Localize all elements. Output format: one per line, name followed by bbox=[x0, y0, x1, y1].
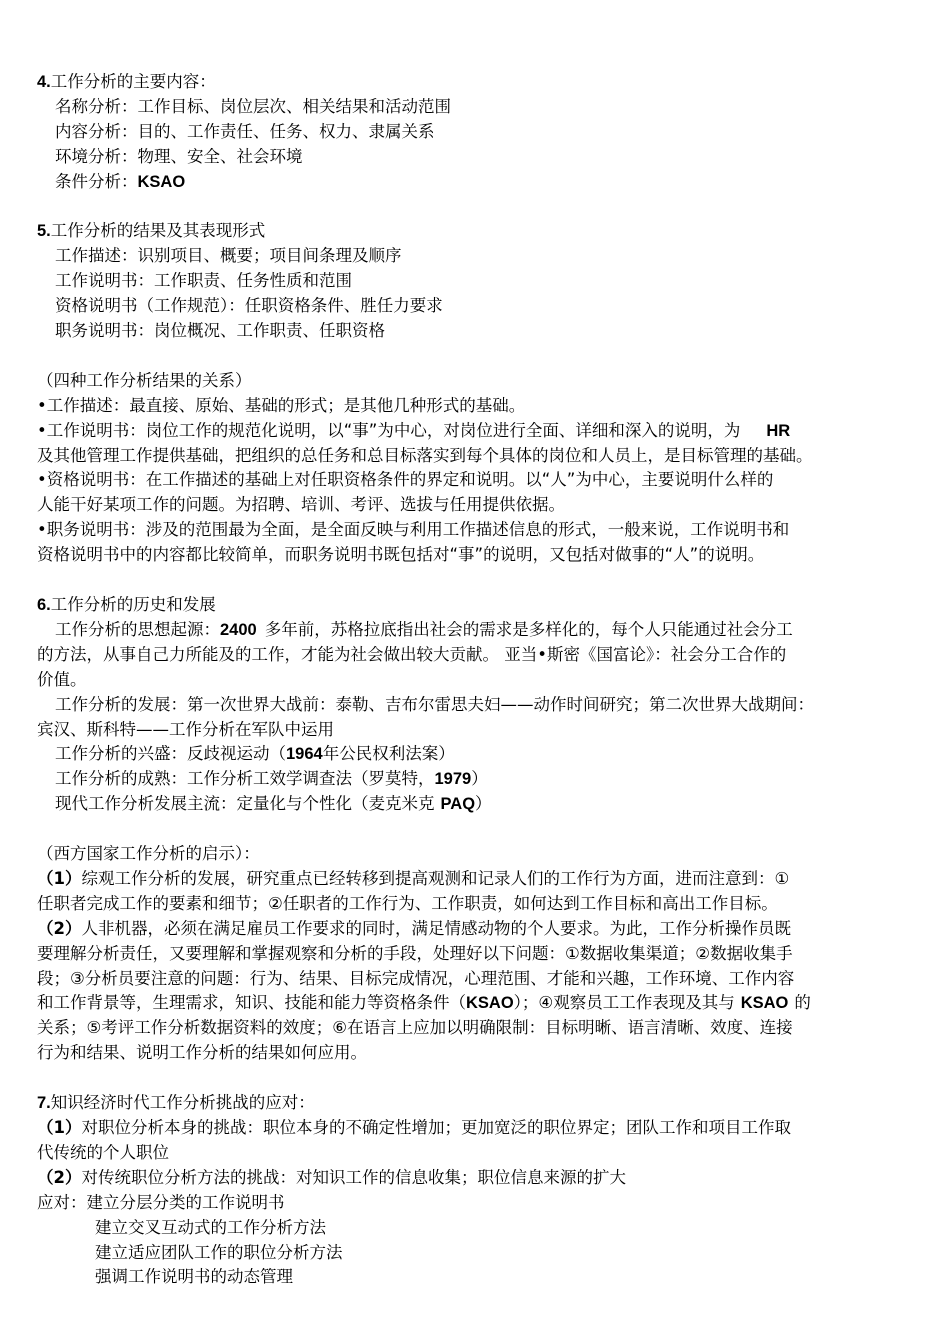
item-label: 条件分析： bbox=[55, 171, 138, 191]
hr-term: HR bbox=[766, 421, 791, 440]
item-continuation: 任职者完成工作的要素和细节；②任职者的工作行为、工作职责，如何达到工作目标和高出工作目标。 bbox=[37, 893, 778, 913]
item-text: 对职位分析本身的挑战：职位本身的不确定性增加；更加宽泛的职位界定；团队工作和项目工作取 bbox=[81, 1117, 791, 1137]
numbered-item bbox=[37, 1116, 917, 1141]
numbered-item bbox=[37, 1166, 917, 1191]
section-number: 4. bbox=[37, 73, 51, 91]
spacer bbox=[37, 1066, 917, 1091]
item-number: （1） bbox=[37, 1117, 82, 1137]
response-item: 建立适应团队工作的职位分析方法 bbox=[95, 1242, 343, 1262]
list-item: 内容分析：目的、工作责任、任务、权力、隶属关系 bbox=[55, 121, 435, 141]
item-continuation bbox=[37, 991, 917, 1016]
ksao-term: KSAO bbox=[466, 994, 514, 1013]
spacer bbox=[37, 344, 917, 369]
section-title: 知识经济时代工作分析挑战的应对： bbox=[50, 1093, 315, 1113]
section-4-heading bbox=[37, 70, 917, 95]
paragraph-line: 的方法，从事自己力所能及的工作，才能为社会做出较大贡献。 亚当•斯密《国富论》：社会分工合作的 bbox=[37, 644, 787, 664]
paragraph-text: 工作分析的成熟：工作分析工效学调查法（罗莫特， bbox=[55, 769, 435, 789]
item-text: ）；④观察员工工作表现及其与 bbox=[513, 993, 735, 1013]
section-number: 7. bbox=[37, 1094, 51, 1113]
spacer bbox=[37, 195, 917, 220]
response-item: 强调工作说明书的动态管理 bbox=[95, 1267, 293, 1287]
paragraph-text: 现代工作分析发展主流：定量化与个性化（麦克米克 bbox=[55, 794, 435, 814]
response-item: 建立交叉互动式的工作分析方法 bbox=[95, 1217, 326, 1237]
item-continuation: 要理解分析责任，又要理解和掌握观察和分析的手段，处理好以下问题：①数据收集渠道；②数据收集手 bbox=[37, 943, 793, 963]
item-number: （2） bbox=[37, 918, 82, 938]
year-value: 1979 bbox=[434, 770, 472, 789]
bullet-continuation: 资格说明书中的内容都比较简单，而职务说明书既包括对“事”的说明，又包括对做事的“人”的说明。 bbox=[37, 545, 765, 565]
paragraph-text: 多年前，苏格拉底指出社会的需求是多样化的，每个人只能通过社会分工 bbox=[264, 619, 793, 639]
paragraph-line bbox=[37, 618, 917, 643]
bullet-continuation: 人能干好某项工作的问题。为招聘、培训、考评、选拔与任用提供依据。 bbox=[37, 495, 565, 515]
paragraph-line: 价值。 bbox=[37, 669, 87, 689]
paragraph-text: ） bbox=[471, 769, 488, 789]
list-item: 名称分析：工作目标、岗位层次、相关结果和活动范围 bbox=[55, 96, 451, 116]
section-7-heading bbox=[37, 1091, 917, 1116]
ksao-term: KSAO bbox=[740, 994, 789, 1013]
numbered-item bbox=[37, 917, 917, 942]
relationship-heading: （四种工作分析结果的关系） bbox=[37, 370, 252, 390]
list-item: 工作说明书：工作职责、任务性质和范围 bbox=[55, 271, 352, 291]
item-number: （2） bbox=[37, 1167, 82, 1187]
list-item: 工作描述：识别项目、概要；项目间条理及顺序 bbox=[55, 246, 402, 266]
paragraph-text: ） bbox=[475, 794, 492, 814]
bullet-item: •职务说明书：涉及的范围最为全面，是全面反映与利用工作描述信息的形式，一般来说，工作说明书和 bbox=[37, 520, 790, 540]
document-page bbox=[37, 70, 917, 1290]
section-title: 工作分析的历史和发展 bbox=[50, 594, 216, 614]
year-value: 1964 bbox=[286, 745, 323, 764]
list-item: 职务说明书：岗位概况、工作职责、任职资格 bbox=[55, 321, 385, 341]
item-text: 人非机器，必须在满足雇员工作要求的同时，满足情感动物的个人要求。为此，工作分析操作员既 bbox=[81, 918, 791, 938]
paragraph-text: 年公民权利法案） bbox=[322, 744, 455, 764]
list-item: 资格说明书（工作规范）：任职资格条件、胜任力要求 bbox=[55, 296, 443, 316]
item-continuation: 关系；⑤考评工作分析数据资料的效度；⑥在语言上应加以明确限制：目标明晰、语言清晰、效度、连接 bbox=[37, 1018, 793, 1038]
section-title: 工作分析的主要内容： bbox=[50, 72, 216, 91]
item-continuation: 段；③分析员要注意的问题：行为、结果、目标完成情况，心理范围、才能和兴趣，工作环境、工作内容 bbox=[37, 968, 795, 988]
numbered-item bbox=[37, 867, 917, 892]
bullet-item: •工作描述：最直接、原始、基础的形式；是其他几种形式的基础。 bbox=[37, 395, 526, 415]
paq-term: PAQ bbox=[440, 795, 476, 814]
item-text: 的 bbox=[794, 993, 811, 1013]
item-text: 综观工作分析的发展，研究重点已经转移到提高观测和记录人们的工作行为方面，进而注意到：① bbox=[81, 868, 790, 888]
response-text: 建立分层分类的工作说明书 bbox=[86, 1192, 285, 1212]
section-6-heading bbox=[37, 593, 917, 618]
section-number: 6. bbox=[37, 595, 51, 614]
item-text: 对传统职位分析方法的挑战：对知识工作的信息收集；职位信息来源的扩大 bbox=[81, 1167, 626, 1187]
paragraph-line: 工作分析的发展：第一次世界大战前：泰勒、吉布尔雷思夫妇——动作时间研究；第二次世界大战期间： bbox=[55, 694, 814, 714]
item-continuation: 行为和结果、说明工作分析的结果如何应用。 bbox=[37, 1043, 367, 1063]
paragraph-line bbox=[37, 792, 917, 817]
paragraph-line: 宾汉、斯科特——工作分析在军队中运用 bbox=[37, 719, 334, 739]
item-value: KSAO bbox=[137, 172, 186, 191]
item-number: （1） bbox=[37, 868, 82, 888]
paragraph-text: 工作分析的思想起源： bbox=[55, 619, 220, 639]
item-continuation: 代传统的个人职位 bbox=[37, 1142, 169, 1162]
item-text: 和工作背景等，生理需求，知识、技能和能力等资格条件（ bbox=[37, 993, 466, 1013]
section-5-heading bbox=[37, 219, 917, 244]
list-item: 环境分析：物理、安全、社会环境 bbox=[55, 146, 303, 166]
spacer bbox=[37, 568, 917, 593]
spacer bbox=[37, 817, 917, 842]
paragraph-line bbox=[37, 767, 917, 792]
bullet-item bbox=[37, 419, 917, 444]
section-title: 工作分析的结果及其表现形式 bbox=[50, 221, 266, 241]
section-number: 5. bbox=[37, 222, 51, 241]
bullet-item: •资格说明书：在工作描述的基础上对任职资格条件的界定和说明。以“人”为中心，主要说明什么样的 bbox=[37, 470, 774, 490]
paragraph-line bbox=[37, 742, 917, 767]
insights-heading: （西方国家工作分析的启示）： bbox=[37, 844, 260, 864]
bullet-text: •工作说明书：岗位工作的规范化说明，以“事”为中心，对岗位进行全面、详细和深入的说明，为 bbox=[37, 420, 741, 440]
paragraph-text: 工作分析的兴盛：反歧视运动（ bbox=[55, 744, 286, 764]
list-item bbox=[37, 170, 917, 195]
bullet-continuation: 及其他管理工作提供基础，把组织的总任务和总目标落实到每个具体的岗位和人员上，是目标管理的基础。 bbox=[37, 445, 813, 465]
response-label: 应对： bbox=[37, 1192, 87, 1212]
year-value: 2400 bbox=[220, 620, 257, 639]
response-item bbox=[37, 1191, 917, 1216]
